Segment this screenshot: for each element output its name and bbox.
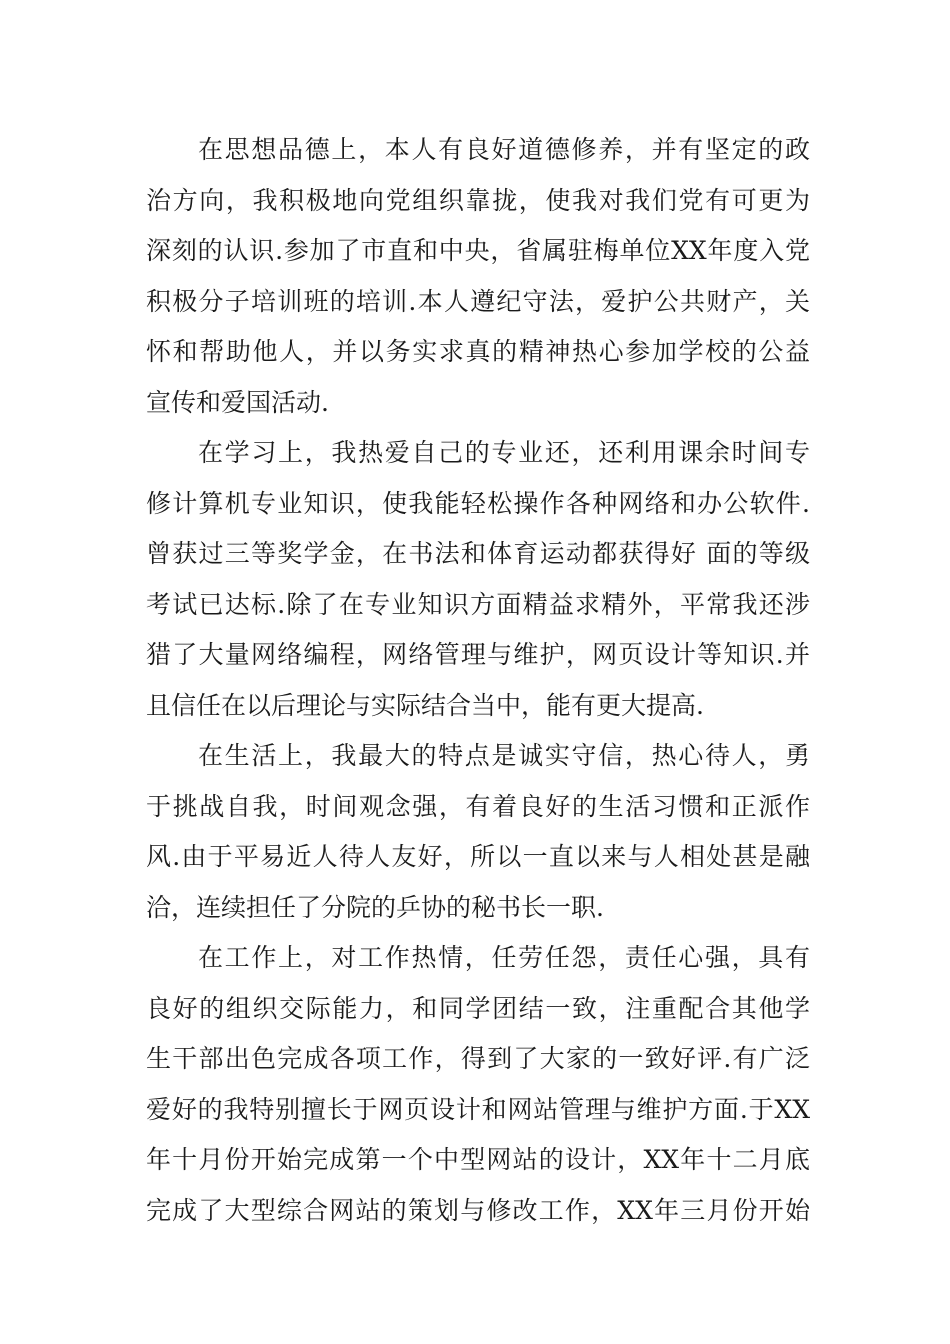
paragraph-3-line-1: 在生活上，我最大的特点是诚实守信，热心待人，勇: [198, 741, 810, 770]
paragraph-4-line-1: 在工作上，对工作热情，任劳任怨，责任心强，具有: [198, 943, 810, 972]
paragraph-3-line-4: 洽，连续担任了分院的乒协的秘书长一职.: [146, 892, 604, 922]
paragraph-4-line-2: 良好的组织交际能力，和同学团结一致，注重配合其他学: [146, 993, 810, 1023]
paragraph-1-line-1: 在思想品德上，本人有良好道德修养，并有坚定的政: [198, 135, 810, 164]
paragraph-1-line-5: 怀和帮助他人，并以务实求真的精神热心参加学校的公益: [146, 337, 810, 366]
paragraph-1-line-3: 深刻的认识.参加了市直和中央，省属驻梅单位XX年度入党: [146, 236, 810, 265]
paragraph-2-line-6: 且信任在以后理论与实际结合当中，能有更大提高.: [146, 690, 704, 720]
paragraph-4-line-6: 完成了大型综合网站的策划与修改工作，XX年三月份开始: [146, 1195, 810, 1225]
paragraph-2-line-5: 猎了大量网络编程，网络管理与维护，网页设计等知识.并: [146, 640, 810, 669]
paragraph-1-line-4: 积极分子培训班的培训.本人遵纪守法，爱护公共财产，关: [146, 286, 810, 316]
paragraph-1-line-6: 宣传和爱国活动.: [146, 387, 329, 417]
paragraph-2-line-3: 曾获过三等奖学金，在书法和体育运动都获得好 面的等级: [146, 539, 810, 568]
paragraph-2-line-1: 在学习上，我热爱自己的专业还，还利用课余时间专: [198, 438, 810, 467]
paragraph-3-line-2: 于挑战自我，时间观念强，有着良好的生活习惯和正派作: [146, 791, 810, 821]
document-body: [146, 125, 810, 1236]
paragraph-2-line-4: 考试已达标.除了在专业知识方面精益求精外，平常我还涉: [146, 589, 810, 619]
paragraph-4-line-4: 爱好的我特别擅长于网页设计和网站管理与维护方面.于XX: [146, 1094, 810, 1124]
paragraph-4-line-3: 生干部出色完成各项工作，得到了大家的一致好评.有广泛: [146, 1044, 810, 1073]
paragraph-4-line-5: 年十月份开始完成第一个中型网站的设计，XX年十二月底: [146, 1145, 810, 1174]
paragraph-1-line-2: 治方向，我积极地向党组织靠拢，使我对我们党有可更为: [146, 185, 810, 215]
paragraph-3-line-3: 风.由于平易近人待人友好，所以一直以来与人相处甚是融: [146, 842, 810, 871]
paragraph-2-line-2: 修计算机专业知识，使我能轻松操作各种网络和办公软件.: [146, 488, 810, 518]
